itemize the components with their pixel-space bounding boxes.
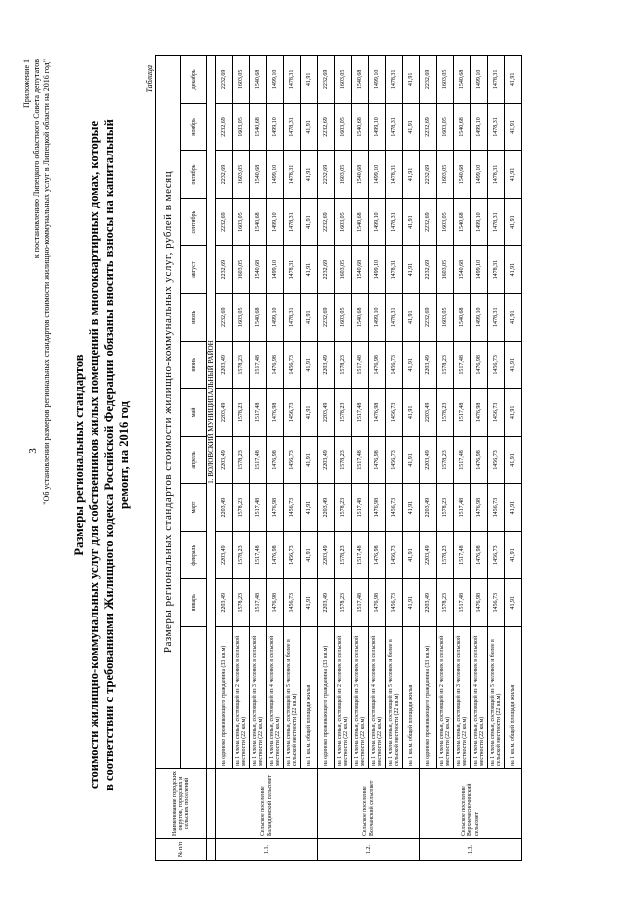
value-cell: 1603,05 (233, 56, 250, 104)
value-cell: 1456,73 (386, 389, 403, 437)
standards-table (155, 55, 522, 861)
value-cell: 1578,23 (335, 579, 352, 627)
value-cell: 1540,68 (352, 246, 369, 294)
value-cell: 1499,10 (267, 151, 284, 199)
table-row (284, 56, 301, 861)
value-cell: 2232,69 (216, 56, 233, 104)
title-line-1: Размеры региональных стандартов (72, 354, 86, 556)
value-cell: 1540,68 (352, 293, 369, 341)
category-cell: на одиноко проживающего гражданина (33 кв.м) (318, 627, 335, 769)
value-cell: 41,91 (505, 531, 522, 579)
value-cell: 1578,23 (335, 341, 352, 389)
month-header: сентябрь (181, 198, 207, 246)
value-cell: 1540,68 (352, 151, 369, 199)
value-cell: 41,91 (505, 484, 522, 532)
value-cell: 1499,10 (267, 198, 284, 246)
value-cell: 1499,10 (369, 198, 386, 246)
value-cell: 1578,23 (437, 389, 454, 437)
value-cell: 1456,73 (284, 341, 301, 389)
category-cell: на 1 члена семьи, состоящей из 3 человек в сельской местности (22 кв.м) (454, 627, 471, 769)
value-cell: 1476,98 (369, 389, 386, 437)
month-header: октябрь (181, 151, 207, 199)
table-row (233, 56, 250, 861)
value-cell: 1499,10 (369, 56, 386, 104)
value-cell: 1603,05 (437, 151, 454, 199)
value-cell: 1478,31 (284, 56, 301, 104)
value-cell: 1603,05 (335, 293, 352, 341)
value-cell: 1476,98 (267, 484, 284, 532)
page-number: 3 (26, 448, 39, 454)
table-label: Таблица (145, 65, 154, 93)
value-cell: 1456,73 (488, 484, 505, 532)
value-cell: 41,91 (505, 246, 522, 294)
value-cell: 1499,10 (471, 198, 488, 246)
value-cell: 41,91 (403, 389, 420, 437)
value-cell: 1578,23 (437, 579, 454, 627)
title-line-3: в соответствии с требованиями Жилищного кодекса Российской Федерации обязаны вносить взносы на капитальный (102, 119, 116, 791)
month-header: август (181, 246, 207, 294)
month-header-row (181, 56, 207, 861)
value-cell: 1540,68 (250, 198, 267, 246)
value-cell: 2232,69 (318, 103, 335, 151)
category-cell: на одиноко проживающего гражданина (33 кв.м) (216, 627, 233, 769)
value-cell: 1578,23 (335, 389, 352, 437)
value-cell: 1499,10 (471, 56, 488, 104)
value-cell: 1603,05 (335, 151, 352, 199)
value-cell: 1578,23 (233, 389, 250, 437)
value-cell: 1456,73 (488, 389, 505, 437)
value-cell: 41,91 (301, 56, 318, 104)
value-cell: 1476,98 (369, 436, 386, 484)
value-cell: 1517,48 (250, 389, 267, 437)
value-cell: 1578,23 (335, 436, 352, 484)
category-cell: на 1 члена семьи, состоящей из 2 человек в сельской местности (22 кв.м) (437, 627, 454, 769)
value-cell: 1603,05 (437, 198, 454, 246)
value-cell: 1478,31 (488, 103, 505, 151)
month-header: декабрь (181, 56, 207, 104)
value-cell: 1603,05 (233, 198, 250, 246)
value-cell: 1456,73 (386, 531, 403, 579)
value-cell: 2232,69 (318, 198, 335, 246)
category-cell: на 1 кв.м. общей площади жилья (505, 627, 522, 769)
value-cell: 1517,48 (352, 484, 369, 532)
value-cell: 1540,68 (454, 56, 471, 104)
category-cell: на 1 члена семьи, состоящей из 2 человек в сельской местности (22 кв.м) (233, 627, 250, 769)
value-cell: 1499,10 (267, 56, 284, 104)
value-cell: 1499,10 (471, 293, 488, 341)
value-cell: 2232,69 (420, 151, 437, 199)
category-cell: на 1 кв.м. общей площади жилья (301, 627, 318, 769)
category-cell: на одиноко проживающего гражданина (33 кв.м) (420, 627, 437, 769)
value-cell: 1456,73 (284, 484, 301, 532)
table-row (471, 56, 488, 861)
value-cell: 1476,98 (267, 341, 284, 389)
value-cell: 1517,48 (454, 436, 471, 484)
value-cell: 1478,31 (488, 151, 505, 199)
title-line-2: стоимости жилищно-коммунальных услуг для собственников жилых помещений в многоквартирных домах, которые (87, 121, 101, 790)
value-cell: 2203,49 (420, 436, 437, 484)
value-cell: 2203,49 (318, 389, 335, 437)
value-cell: 1540,68 (454, 198, 471, 246)
value-cell: 1499,10 (369, 103, 386, 151)
value-cell: 1517,48 (250, 341, 267, 389)
value-cell: 2232,69 (216, 293, 233, 341)
value-cell: 1603,05 (437, 293, 454, 341)
category-cell: на 1 кв.м. общей площади жилья (403, 627, 420, 769)
value-cell: 1478,31 (386, 103, 403, 151)
value-cell: 1476,98 (369, 341, 386, 389)
value-cell: 41,91 (301, 103, 318, 151)
value-cell: 1456,73 (386, 341, 403, 389)
group-name: Сельское поселение Волчанский сельсовет (318, 769, 420, 839)
value-cell: 1476,98 (369, 484, 386, 532)
value-cell: 1476,98 (369, 579, 386, 627)
value-cell: 2232,69 (318, 151, 335, 199)
header-line-3: "Об установлении размеров региональных стандартов стоимости жилищно-коммунальных услуг в Липецкой области на 2016 год" (42, 59, 51, 505)
value-cell: 1456,73 (488, 341, 505, 389)
value-cell: 1603,05 (233, 151, 250, 199)
category-cell: на 1 члена семьи, состоящей из 5 человек и более в сельской местности (22 кв.м) (386, 627, 403, 769)
value-cell: 1478,31 (386, 151, 403, 199)
value-cell: 41,91 (301, 341, 318, 389)
value-cell: 1499,10 (369, 151, 386, 199)
value-cell: 2203,49 (420, 531, 437, 579)
value-cell: 1517,48 (352, 341, 369, 389)
value-cell: 1478,31 (284, 293, 301, 341)
value-cell: 1603,05 (437, 56, 454, 104)
month-header: апрель (181, 436, 207, 484)
col-name-header: Наименование городских округов, городских и сельских поселений (156, 769, 207, 839)
value-cell: 2203,49 (318, 341, 335, 389)
category-cell: на 1 члена семьи, состоящей из 3 человек в сельской местности (22 кв.м) (250, 627, 267, 769)
value-cell: 2203,49 (318, 531, 335, 579)
category-cell: на 1 члена семьи, состоящей из 4 человек в сельской местности (22 кв.м) (369, 627, 386, 769)
table-row (352, 56, 369, 861)
value-cell: 41,91 (301, 579, 318, 627)
value-cell: 1499,10 (369, 246, 386, 294)
value-cell: 1456,73 (386, 579, 403, 627)
value-cell: 41,91 (403, 198, 420, 246)
value-cell: 1540,68 (352, 56, 369, 104)
month-header: ноябрь (181, 103, 207, 151)
value-cell: 41,91 (403, 151, 420, 199)
table-row (454, 56, 471, 861)
value-cell: 1517,48 (250, 531, 267, 579)
value-cell: 41,91 (403, 436, 420, 484)
value-cell: 1578,23 (335, 484, 352, 532)
group-number: 1.3. (420, 839, 522, 861)
group-number: 1.1. (216, 839, 318, 861)
value-cell: 41,91 (403, 341, 420, 389)
value-cell: 1578,23 (437, 531, 454, 579)
value-cell: 41,91 (505, 198, 522, 246)
value-cell: 2232,69 (420, 293, 437, 341)
value-cell: 1476,98 (267, 436, 284, 484)
value-cell: 1478,31 (488, 293, 505, 341)
value-cell: 1578,23 (437, 484, 454, 532)
value-cell: 2203,49 (318, 579, 335, 627)
value-cell: 1578,23 (335, 531, 352, 579)
col-group-header: Размеры региональных стандартов стоимости жилищно-коммунальных услуг, рублей в месяц (156, 56, 181, 769)
value-cell: 2232,69 (216, 198, 233, 246)
value-cell: 1476,98 (471, 531, 488, 579)
table-row (505, 56, 522, 861)
value-cell: 1603,05 (233, 103, 250, 151)
value-cell: 2203,49 (318, 436, 335, 484)
value-cell: 2203,49 (216, 579, 233, 627)
value-cell: 1456,73 (488, 436, 505, 484)
table-row (403, 56, 420, 861)
table-row (216, 56, 233, 861)
value-cell: 1476,98 (471, 436, 488, 484)
value-cell: 1478,31 (386, 198, 403, 246)
table-row (267, 56, 284, 861)
document-title (72, 75, 132, 835)
value-cell: 41,91 (403, 293, 420, 341)
value-cell: 41,91 (301, 389, 318, 437)
value-cell: 1476,98 (471, 484, 488, 532)
category-cell: на 1 члена семьи, состоящей из 4 человек в сельской местности (22 кв.м) (267, 627, 284, 769)
table-row (420, 56, 437, 861)
value-cell: 2203,49 (216, 341, 233, 389)
header-line-2: к постановлению Липецкого областного Совета депутатов (32, 59, 41, 259)
value-cell: 1476,98 (471, 389, 488, 437)
value-cell: 41,91 (403, 531, 420, 579)
table-body (207, 56, 522, 861)
rotated-page (20, 45, 620, 875)
value-cell: 41,91 (505, 293, 522, 341)
value-cell: 41,91 (505, 436, 522, 484)
value-cell: 1499,10 (471, 246, 488, 294)
value-cell: 2203,49 (216, 484, 233, 532)
value-cell: 1456,73 (284, 531, 301, 579)
value-cell: 1517,48 (250, 579, 267, 627)
month-header: май (181, 389, 207, 437)
category-cell: на 1 члена семьи, состоящей из 5 человек и более в сельской местности (22 кв.м) (284, 627, 301, 769)
value-cell: 1517,48 (454, 341, 471, 389)
value-cell: 1517,48 (454, 531, 471, 579)
value-cell: 1456,73 (386, 484, 403, 532)
value-cell: 1499,10 (267, 103, 284, 151)
value-cell: 1603,05 (437, 103, 454, 151)
value-cell: 1540,68 (250, 246, 267, 294)
value-cell: 1603,05 (233, 246, 250, 294)
value-cell: 1517,48 (352, 531, 369, 579)
value-cell: 1478,31 (284, 198, 301, 246)
value-cell: 41,91 (403, 484, 420, 532)
table-row (369, 56, 386, 861)
value-cell: 2232,69 (420, 56, 437, 104)
value-cell: 1476,98 (267, 531, 284, 579)
value-cell: 2203,49 (420, 389, 437, 437)
value-cell: 1540,68 (250, 151, 267, 199)
table-row (488, 56, 505, 861)
value-cell: 1603,05 (233, 293, 250, 341)
value-cell: 1578,23 (233, 579, 250, 627)
table-row (318, 56, 335, 861)
value-cell: 41,91 (301, 436, 318, 484)
month-header: февраль (181, 531, 207, 579)
value-cell: 1578,23 (233, 484, 250, 532)
value-cell: 41,91 (505, 56, 522, 104)
value-cell: 41,91 (301, 198, 318, 246)
value-cell: 1476,98 (471, 341, 488, 389)
value-cell: 2203,49 (318, 484, 335, 532)
month-header: январь (181, 579, 207, 627)
value-cell: 1517,48 (454, 389, 471, 437)
value-cell: 2203,49 (216, 531, 233, 579)
value-cell: 1499,10 (471, 103, 488, 151)
value-cell: 1456,73 (488, 531, 505, 579)
value-cell: 1540,68 (454, 103, 471, 151)
value-cell: 2232,69 (318, 293, 335, 341)
value-cell: 1578,23 (437, 341, 454, 389)
header-line-1: Приложение 1 (22, 59, 31, 108)
value-cell: 2203,49 (216, 436, 233, 484)
value-cell: 41,91 (301, 293, 318, 341)
value-cell: 1499,10 (267, 293, 284, 341)
value-cell: 41,91 (505, 151, 522, 199)
value-cell: 1540,68 (454, 151, 471, 199)
value-cell: 1603,05 (335, 246, 352, 294)
month-header: март (181, 484, 207, 532)
value-cell: 41,91 (403, 579, 420, 627)
value-cell: 1517,48 (454, 484, 471, 532)
value-cell: 1540,68 (352, 198, 369, 246)
value-cell: 1476,98 (471, 579, 488, 627)
value-cell: 1478,31 (284, 103, 301, 151)
category-cell: на 1 члена семьи, состоящей из 5 человек и более в сельской местности (22 кв.м) (488, 627, 505, 769)
value-cell: 1540,68 (454, 246, 471, 294)
table-row (386, 56, 403, 861)
value-cell: 1517,48 (352, 436, 369, 484)
value-cell: 1478,31 (488, 246, 505, 294)
value-cell: 1578,23 (233, 531, 250, 579)
value-cell: 1478,31 (284, 246, 301, 294)
value-cell: 2232,69 (216, 246, 233, 294)
value-cell: 1517,48 (352, 389, 369, 437)
value-cell: 1578,23 (437, 436, 454, 484)
value-cell: 2203,49 (420, 341, 437, 389)
value-cell: 1540,68 (250, 293, 267, 341)
category-cell: на 1 члена семьи, состоящей из 3 человек в сельской местности (22 кв.м) (352, 627, 369, 769)
value-cell: 41,91 (301, 531, 318, 579)
value-cell: 1517,48 (250, 436, 267, 484)
value-cell: 2203,49 (420, 579, 437, 627)
value-cell: 41,91 (505, 103, 522, 151)
value-cell: 1603,05 (437, 246, 454, 294)
value-cell: 1478,31 (284, 151, 301, 199)
value-cell: 1578,23 (233, 341, 250, 389)
value-cell: 2203,49 (420, 484, 437, 532)
value-cell: 41,91 (403, 103, 420, 151)
value-cell: 1540,68 (352, 103, 369, 151)
value-cell: 1476,98 (267, 579, 284, 627)
title-line-4: ремонт, на 2016 год (117, 400, 131, 510)
value-cell: 1478,31 (386, 293, 403, 341)
value-cell: 1478,31 (488, 56, 505, 104)
value-cell: 1578,23 (233, 436, 250, 484)
value-cell: 1456,73 (488, 579, 505, 627)
value-cell: 2232,69 (318, 56, 335, 104)
value-cell: 1478,31 (386, 246, 403, 294)
value-cell: 41,91 (505, 341, 522, 389)
value-cell: 1499,10 (471, 151, 488, 199)
value-cell: 41,91 (301, 151, 318, 199)
value-cell: 1476,98 (369, 531, 386, 579)
category-cell: на 1 члена семьи, состоящей из 2 человек в сельской местности (22 кв.м) (335, 627, 352, 769)
value-cell: 2203,49 (216, 389, 233, 437)
value-cell: 1517,48 (250, 484, 267, 532)
value-cell: 2232,69 (420, 103, 437, 151)
section-title: 1. ВОЛОВСКИЙ МУНИЦИПАЛЬНЫЙ РАЙОН (207, 56, 216, 769)
value-cell: 1499,10 (267, 246, 284, 294)
value-cell: 1456,73 (284, 436, 301, 484)
value-cell: 1603,05 (335, 103, 352, 151)
value-cell: 1517,48 (352, 579, 369, 627)
group-name: Сельское поселение Верхнечесночинский сельсовет (420, 769, 522, 839)
value-cell: 2232,69 (318, 246, 335, 294)
value-cell: 1517,48 (454, 579, 471, 627)
value-cell: 1540,68 (250, 56, 267, 104)
month-header: июнь (181, 341, 207, 389)
value-cell: 1478,31 (386, 56, 403, 104)
table-row (437, 56, 454, 861)
group-name: Сельское поселение Баландинский сельсовет (216, 769, 318, 839)
value-cell: 1456,73 (284, 579, 301, 627)
group-number: 1.2. (318, 839, 420, 861)
value-cell: 41,91 (301, 484, 318, 532)
value-cell: 2232,69 (420, 198, 437, 246)
value-cell: 2232,69 (216, 103, 233, 151)
value-cell: 1478,31 (488, 198, 505, 246)
value-cell: 41,91 (403, 56, 420, 104)
value-cell: 1540,68 (454, 293, 471, 341)
value-cell: 2232,69 (420, 246, 437, 294)
value-cell: 1476,98 (267, 389, 284, 437)
value-cell: 41,91 (403, 246, 420, 294)
value-cell: 1499,10 (369, 293, 386, 341)
value-cell: 41,91 (301, 246, 318, 294)
value-cell: 2232,69 (216, 151, 233, 199)
value-cell: 1603,05 (335, 198, 352, 246)
document-header (22, 59, 52, 505)
value-cell: 1603,05 (335, 56, 352, 104)
col-number-header: № п/п (156, 839, 207, 861)
table-row (250, 56, 267, 861)
value-cell: 1456,73 (386, 436, 403, 484)
value-cell: 41,91 (505, 579, 522, 627)
value-cell: 1540,68 (250, 103, 267, 151)
category-cell: на 1 члена семьи, состоящей из 4 человек в сельской местности (22 кв.м) (471, 627, 488, 769)
value-cell: 1456,73 (284, 389, 301, 437)
value-cell: 41,91 (505, 389, 522, 437)
table-row (335, 56, 352, 861)
table-row (301, 56, 318, 861)
month-header: июль (181, 293, 207, 341)
